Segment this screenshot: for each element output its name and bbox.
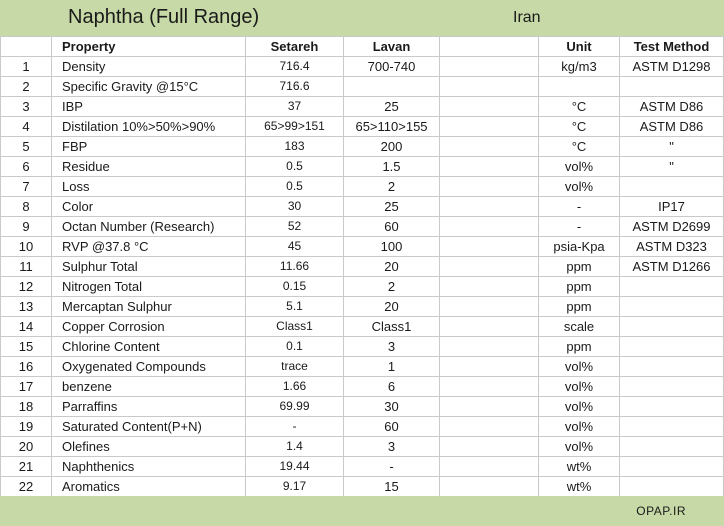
test-method-cell (620, 277, 724, 297)
test-method-cell (620, 337, 724, 357)
unit-cell: - (539, 217, 620, 237)
unit-cell: kg/m3 (539, 57, 620, 77)
table-row (1, 277, 724, 297)
row-number: 12 (1, 277, 52, 297)
row-number: 10 (1, 237, 52, 257)
property-cell: Nitrogen Total (52, 277, 246, 297)
property-cell: RVP @37.8 °C (52, 237, 246, 257)
row-number: 18 (1, 397, 52, 417)
setareh-cell: 65>99>151 (246, 117, 344, 137)
row-number: 22 (1, 477, 52, 497)
lavan-cell: 25 (344, 97, 440, 117)
setareh-cell: 183 (246, 137, 344, 157)
table-row (1, 157, 724, 177)
unit-cell: °C (539, 97, 620, 117)
test-method-cell: ASTM D323 (620, 237, 724, 257)
test-method-cell: IP17 (620, 197, 724, 217)
property-cell: Color (52, 197, 246, 217)
blank-cell (440, 417, 539, 437)
row-number: 20 (1, 437, 52, 457)
lavan-cell: 6 (344, 377, 440, 397)
unit-cell: vol% (539, 437, 620, 457)
lavan-cell: 25 (344, 197, 440, 217)
column-header-setareh: Setareh (246, 37, 344, 57)
lavan-cell: 700-740 (344, 57, 440, 77)
row-number: 19 (1, 417, 52, 437)
test-method-cell: ASTM D86 (620, 117, 724, 137)
unit-cell: vol% (539, 417, 620, 437)
brand-label: OPAP.IR (636, 504, 686, 518)
property-cell: Loss (52, 177, 246, 197)
setareh-cell: 5.1 (246, 297, 344, 317)
table-row (1, 57, 724, 77)
unit-cell: psia-Kpa (539, 237, 620, 257)
setareh-cell: - (246, 417, 344, 437)
property-cell: Sulphur Total (52, 257, 246, 277)
table-row (1, 377, 724, 397)
row-number: 17 (1, 377, 52, 397)
row-number: 9 (1, 217, 52, 237)
blank-cell (440, 57, 539, 77)
blank-cell (440, 337, 539, 357)
setareh-cell: 0.5 (246, 177, 344, 197)
row-number: 21 (1, 457, 52, 477)
property-cell: Distilation 10%>50%>90% (52, 117, 246, 137)
blank-cell (440, 77, 539, 97)
column-header-lavan: Lavan (344, 37, 440, 57)
unit-cell: vol% (539, 397, 620, 417)
test-method-cell (620, 437, 724, 457)
test-method-cell (620, 357, 724, 377)
test-method-cell (620, 297, 724, 317)
test-method-cell (620, 417, 724, 437)
lavan-cell: 1.5 (344, 157, 440, 177)
row-number: 8 (1, 197, 52, 217)
test-method-cell (620, 397, 724, 417)
property-cell: Density (52, 57, 246, 77)
setareh-cell: 0.15 (246, 277, 344, 297)
table-row (1, 197, 724, 217)
lavan-cell: 100 (344, 237, 440, 257)
row-number: 2 (1, 77, 52, 97)
unit-cell: vol% (539, 157, 620, 177)
table-row (1, 477, 724, 497)
table-row (1, 337, 724, 357)
property-cell: FBP (52, 137, 246, 157)
test-method-cell (620, 477, 724, 497)
property-cell: IBP (52, 97, 246, 117)
unit-cell: ppm (539, 277, 620, 297)
lavan-cell: 15 (344, 477, 440, 497)
property-cell: benzene (52, 377, 246, 397)
setareh-cell: trace (246, 357, 344, 377)
unit-cell: ppm (539, 337, 620, 357)
blank-cell (440, 277, 539, 297)
setareh-cell: Class1 (246, 317, 344, 337)
table-row (1, 297, 724, 317)
blank-cell (440, 217, 539, 237)
lavan-cell: 3 (344, 437, 440, 457)
lavan-cell: 20 (344, 297, 440, 317)
blank-cell (440, 477, 539, 497)
row-number: 1 (1, 57, 52, 77)
unit-cell: vol% (539, 177, 620, 197)
column-header-unit: Unit (539, 37, 620, 57)
row-number: 16 (1, 357, 52, 377)
column-header-test-method: Test Method (620, 37, 724, 57)
setareh-cell: 9.17 (246, 477, 344, 497)
blank-cell (440, 397, 539, 417)
setareh-cell: 37 (246, 97, 344, 117)
table-row (1, 137, 724, 157)
table-row (1, 357, 724, 377)
test-method-cell (620, 377, 724, 397)
lavan-cell: 2 (344, 277, 440, 297)
column-header-blank (440, 37, 539, 57)
property-cell: Aromatics (52, 477, 246, 497)
lavan-cell: 60 (344, 417, 440, 437)
row-number: 7 (1, 177, 52, 197)
setareh-cell: 69.99 (246, 397, 344, 417)
setareh-cell: 52 (246, 217, 344, 237)
setareh-cell: 19.44 (246, 457, 344, 477)
table-row (1, 97, 724, 117)
blank-cell (440, 157, 539, 177)
property-cell: Saturated Content(P+N) (52, 417, 246, 437)
unit-cell: wt% (539, 457, 620, 477)
table-row (1, 317, 724, 337)
blank-cell (440, 257, 539, 277)
column-header-property: Property (52, 37, 246, 57)
row-number: 15 (1, 337, 52, 357)
property-cell: Parraffins (52, 397, 246, 417)
property-cell: Copper Corrosion (52, 317, 246, 337)
lavan-cell: 20 (344, 257, 440, 277)
blank-cell (440, 237, 539, 257)
table-row (1, 417, 724, 437)
lavan-cell: 2 (344, 177, 440, 197)
unit-cell: wt% (539, 477, 620, 497)
setareh-cell: 30 (246, 197, 344, 217)
property-cell: Naphthenics (52, 457, 246, 477)
property-cell: Olefines (52, 437, 246, 457)
test-method-cell: ASTM D1298 (620, 57, 724, 77)
unit-cell: - (539, 197, 620, 217)
column-header-no (1, 37, 52, 57)
test-method-cell: " (620, 137, 724, 157)
row-number: 14 (1, 317, 52, 337)
test-method-cell: ASTM D86 (620, 97, 724, 117)
blank-cell (440, 97, 539, 117)
blank-cell (440, 297, 539, 317)
lavan-cell: 3 (344, 337, 440, 357)
table-row (1, 217, 724, 237)
lavan-cell: Class1 (344, 317, 440, 337)
lavan-cell (344, 77, 440, 97)
setareh-cell: 1.66 (246, 377, 344, 397)
row-number: 5 (1, 137, 52, 157)
blank-cell (440, 357, 539, 377)
unit-cell: ppm (539, 297, 620, 317)
blank-cell (440, 437, 539, 457)
unit-cell: scale (539, 317, 620, 337)
test-method-cell: " (620, 157, 724, 177)
spec-table (0, 36, 724, 497)
title-bar (0, 0, 724, 36)
unit-cell (539, 77, 620, 97)
setareh-cell: 0.5 (246, 157, 344, 177)
lavan-cell: 200 (344, 137, 440, 157)
blank-cell (440, 177, 539, 197)
unit-cell: vol% (539, 377, 620, 397)
blank-cell (440, 457, 539, 477)
lavan-cell: 1 (344, 357, 440, 377)
header-row (1, 37, 724, 57)
test-method-cell: ASTM D1266 (620, 257, 724, 277)
footer-bar (0, 496, 724, 526)
test-method-cell: ASTM D2699 (620, 217, 724, 237)
property-cell: Oxygenated Compounds (52, 357, 246, 377)
table-row (1, 257, 724, 277)
property-cell: Octan Number (Research) (52, 217, 246, 237)
table-row (1, 397, 724, 417)
blank-cell (440, 377, 539, 397)
row-number: 6 (1, 157, 52, 177)
unit-cell: °C (539, 137, 620, 157)
blank-cell (440, 137, 539, 157)
table-row (1, 237, 724, 257)
test-method-cell (620, 317, 724, 337)
lavan-cell: - (344, 457, 440, 477)
setareh-cell: 716.6 (246, 77, 344, 97)
page-title: Naphtha (Full Range) (68, 6, 260, 28)
table-row (1, 117, 724, 137)
unit-cell: vol% (539, 357, 620, 377)
unit-cell: °C (539, 117, 620, 137)
property-cell: Chlorine Content (52, 337, 246, 357)
country-label: Iran (513, 9, 541, 26)
unit-cell: ppm (539, 257, 620, 277)
property-cell: Mercaptan Sulphur (52, 297, 246, 317)
property-cell: Residue (52, 157, 246, 177)
table-row (1, 177, 724, 197)
table-row (1, 437, 724, 457)
setareh-cell: 716.4 (246, 57, 344, 77)
blank-cell (440, 317, 539, 337)
table-row (1, 77, 724, 97)
row-number: 4 (1, 117, 52, 137)
row-number: 3 (1, 97, 52, 117)
table-row (1, 457, 724, 477)
blank-cell (440, 117, 539, 137)
test-method-cell (620, 177, 724, 197)
row-number: 11 (1, 257, 52, 277)
lavan-cell: 30 (344, 397, 440, 417)
test-method-cell (620, 457, 724, 477)
blank-cell (440, 197, 539, 217)
setareh-cell: 11.66 (246, 257, 344, 277)
setareh-cell: 45 (246, 237, 344, 257)
lavan-cell: 60 (344, 217, 440, 237)
test-method-cell (620, 77, 724, 97)
property-cell: Specific Gravity @15°C (52, 77, 246, 97)
setareh-cell: 1.4 (246, 437, 344, 457)
setareh-cell: 0.1 (246, 337, 344, 357)
row-number: 13 (1, 297, 52, 317)
lavan-cell: 65>110>155 (344, 117, 440, 137)
